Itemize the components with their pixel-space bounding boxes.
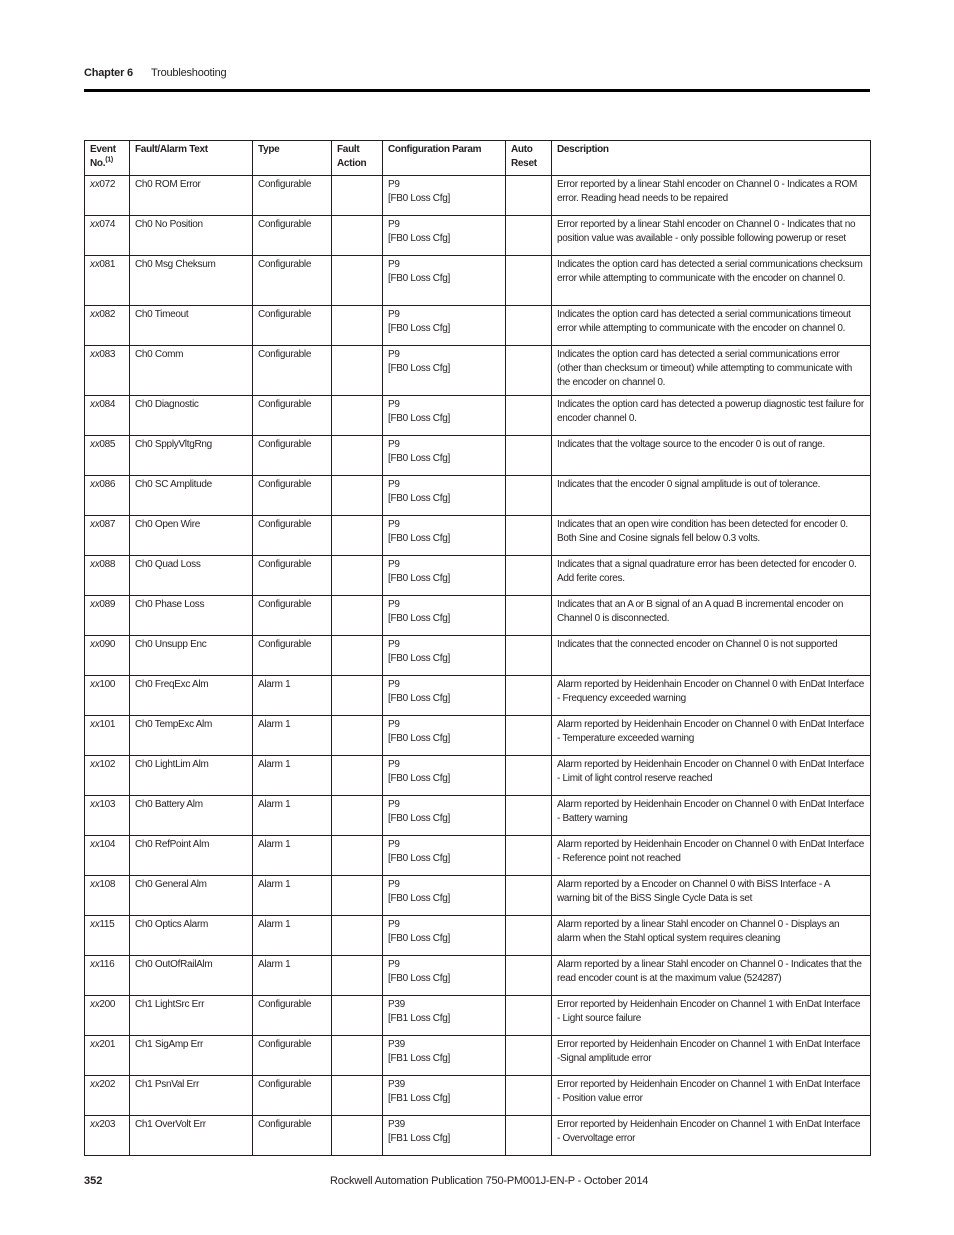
description-cell: Indicates the option card has detected a serial communications timeout error while attempting to communicate with the encoder on channel 0. [552,306,871,346]
fault-action-cell [332,676,383,716]
type-cell: Configurable [253,306,332,346]
fault-text-cell: Ch0 Quad Loss [130,556,253,596]
auto-reset-cell [506,436,552,476]
param-name: [FB0 Loss Cfg] [388,573,450,584]
event-cell: xx102 [85,756,130,796]
param-name: [FB0 Loss Cfg] [388,453,450,464]
table-row [85,306,871,346]
event-cell: xx074 [85,216,130,256]
param-number: P9 [388,479,400,490]
description-cell: Alarm reported by a linear Stahl encoder on Channel 0 - Indicates that the read encoder count is at the maximum value (524287) [552,956,871,996]
fault-text-cell: Ch0 Open Wire [130,516,253,556]
table-row [85,216,871,256]
table-row [85,996,871,1036]
fault-text-cell: Ch0 SC Amplitude [130,476,253,516]
param-name: [FB0 Loss Cfg] [388,973,450,984]
config-param-cell [383,216,506,256]
fault-action-cell [332,916,383,956]
description-cell: Indicates that the connected encoder on Channel 0 is not supported [552,636,871,676]
param-name: [FB0 Loss Cfg] [388,813,450,824]
fault-text-cell: Ch0 FreqExc Alm [130,676,253,716]
fault-action-cell [332,1076,383,1116]
config-param-cell [383,796,506,836]
event-cell: xx086 [85,476,130,516]
param-name: [FB1 Loss Cfg] [388,1093,450,1104]
param-number: P9 [388,879,400,890]
param-number: P39 [388,1039,405,1050]
col-header-action: Fault Action [332,141,383,176]
auto-reset-cell [506,1076,552,1116]
auto-reset-cell [506,996,552,1036]
fault-text-cell: Ch0 Diagnostic [130,396,253,436]
param-number: P9 [388,439,400,450]
fault-action-cell [332,176,383,216]
config-param-cell [383,556,506,596]
event-cell: xx081 [85,256,130,306]
param-name: [FB1 Loss Cfg] [388,1133,450,1144]
description-cell: Indicates that an A or B signal of an A quad B incremental encoder on Channel 0 is disconnected. [552,596,871,636]
description-cell: Error reported by Heidenhain Encoder on Channel 1 with EnDat Interface - Light source failure [552,996,871,1036]
table-row [85,516,871,556]
param-name: [FB0 Loss Cfg] [388,273,450,284]
description-cell: Indicates that a signal quadrature error has been detected for encoder 0. Add ferite cores. [552,556,871,596]
param-name: [FB0 Loss Cfg] [388,233,450,244]
auto-reset-cell [506,756,552,796]
param-number: P9 [388,839,400,850]
fault-text-cell: Ch0 Optics Alarm [130,916,253,956]
fault-action-cell [332,216,383,256]
param-number: P9 [388,719,400,730]
page-number: 352 [84,1175,103,1187]
param-number: P9 [388,559,400,570]
table-row [85,756,871,796]
config-param-cell [383,716,506,756]
event-cell: xx085 [85,436,130,476]
type-cell: Alarm 1 [253,756,332,796]
param-number: P9 [388,179,400,190]
param-number: P9 [388,259,400,270]
table-row [85,876,871,916]
description-cell: Alarm reported by Heidenhain Encoder on Channel 0 with EnDat Interface - Temperature exceeded warning [552,716,871,756]
event-cell: xx072 [85,176,130,216]
description-cell: Error reported by Heidenhain Encoder on Channel 1 with EnDat Interface - Position value error [552,1076,871,1116]
type-cell: Alarm 1 [253,956,332,996]
fault-text-cell: Ch0 Battery Alm [130,796,253,836]
event-cell: xx089 [85,596,130,636]
auto-reset-cell [506,956,552,996]
fault-action-cell [332,876,383,916]
fault-action-cell [332,836,383,876]
section-label: Troubleshooting [151,67,227,79]
type-cell: Configurable [253,636,332,676]
auto-reset-cell [506,676,552,716]
auto-reset-cell [506,596,552,636]
config-param-cell [383,476,506,516]
type-cell: Configurable [253,556,332,596]
type-cell: Alarm 1 [253,876,332,916]
param-name: [FB0 Loss Cfg] [388,533,450,544]
auto-reset-cell [506,796,552,836]
fault-text-cell: Ch0 LightLim Alm [130,756,253,796]
param-number: P9 [388,639,400,650]
param-name: [FB0 Loss Cfg] [388,933,450,944]
type-cell: Configurable [253,596,332,636]
footnote-mark: (1) [105,156,113,164]
param-number: P9 [388,959,400,970]
description-cell: Error reported by a linear Stahl encoder on Channel 0 - Indicates a ROM error. Reading head needs to be repaired [552,176,871,216]
event-cell: xx108 [85,876,130,916]
param-name: [FB0 Loss Cfg] [388,693,450,704]
param-name: [FB1 Loss Cfg] [388,1013,450,1024]
param-name: [FB0 Loss Cfg] [388,363,450,374]
config-param-cell [383,1036,506,1076]
config-param-cell [383,756,506,796]
table-row [85,636,871,676]
fault-text-cell: Ch0 Phase Loss [130,596,253,636]
type-cell: Configurable [253,396,332,436]
event-cell: xx090 [85,636,130,676]
param-name: [FB0 Loss Cfg] [388,653,450,664]
description-cell: Error reported by a linear Stahl encoder on Channel 0 - Indicates that no position value was available - only possible following powerup or reset [552,216,871,256]
event-cell: xx202 [85,1076,130,1116]
table-row [85,256,871,306]
config-param-cell [383,636,506,676]
param-name: [FB0 Loss Cfg] [388,773,450,784]
fault-text-cell: Ch1 LightSrc Err [130,996,253,1036]
auto-reset-cell [506,176,552,216]
publication-info: Rockwell Automation Publication 750-PM001J-EN-P - October 2014 [330,1175,649,1187]
config-param-cell [383,396,506,436]
table-row [85,176,871,216]
table-row [85,396,871,436]
fault-text-cell: Ch0 SpplyVltgRng [130,436,253,476]
fault-action-cell [332,1116,383,1156]
type-cell: Alarm 1 [253,796,332,836]
fault-text-cell: Ch0 General Alm [130,876,253,916]
table-row [85,476,871,516]
param-number: P9 [388,219,400,230]
param-name: [FB0 Loss Cfg] [388,493,450,504]
auto-reset-cell [506,876,552,916]
table-row [85,796,871,836]
param-number: P9 [388,399,400,410]
fault-text-cell: Ch0 OutOfRailAlm [130,956,253,996]
table-row [85,596,871,636]
param-name: [FB0 Loss Cfg] [388,853,450,864]
table-row [85,346,871,396]
config-param-cell [383,596,506,636]
fault-text-cell: Ch0 Comm [130,346,253,396]
type-cell: Alarm 1 [253,716,332,756]
param-number: P9 [388,309,400,320]
config-param-cell [383,256,506,306]
fault-action-cell [332,756,383,796]
param-number: P9 [388,919,400,930]
description-cell: Error reported by Heidenhain Encoder on Channel 1 with EnDat Interface - Overvoltage error [552,1116,871,1156]
config-param-cell [383,176,506,216]
table-row [85,716,871,756]
fault-action-cell [332,256,383,306]
auto-reset-cell [506,346,552,396]
auto-reset-cell [506,216,552,256]
type-cell: Configurable [253,996,332,1036]
param-name: [FB0 Loss Cfg] [388,413,450,424]
event-cell: xx084 [85,396,130,436]
description-cell: Indicates that an open wire condition has been detected for encoder 0. Both Sine and Cosine signals fell below 0.3 volts. [552,516,871,556]
table-row [85,836,871,876]
config-param-cell [383,346,506,396]
type-cell: Alarm 1 [253,676,332,716]
auto-reset-cell [506,836,552,876]
auto-reset-cell [506,1116,552,1156]
event-cell: xx116 [85,956,130,996]
table-row [85,556,871,596]
config-param-cell [383,876,506,916]
table-row [85,956,871,996]
fault-action-cell [332,1036,383,1076]
param-number: P39 [388,1119,405,1130]
description-cell: Alarm reported by a Encoder on Channel 0 with BiSS Interface - A warning bit of the BiSS Single Cycle Data is set [552,876,871,916]
config-param-cell [383,676,506,716]
page-header [84,67,870,91]
table-row [85,1116,871,1156]
description-cell: Alarm reported by Heidenhain Encoder on Channel 0 with EnDat Interface - Reference point not reached [552,836,871,876]
type-cell: Configurable [253,1076,332,1116]
fault-action-cell [332,436,383,476]
fault-text-cell: Ch0 Unsupp Enc [130,636,253,676]
param-number: P9 [388,519,400,530]
description-cell: Alarm reported by a linear Stahl encoder on Channel 0 - Displays an alarm when the Stahl optical system requires cleaning [552,916,871,956]
fault-text-cell: Ch0 ROM Error [130,176,253,216]
config-param-cell [383,956,506,996]
event-cell: xx201 [85,1036,130,1076]
fault-action-cell [332,346,383,396]
type-cell: Configurable [253,256,332,306]
fault-text-cell: Ch0 RefPoint Alm [130,836,253,876]
event-cell: xx087 [85,516,130,556]
fault-action-cell [332,556,383,596]
auto-reset-cell [506,256,552,306]
event-cell: xx100 [85,676,130,716]
table-row [85,916,871,956]
type-cell: Configurable [253,516,332,556]
param-name: [FB0 Loss Cfg] [388,323,450,334]
param-name: [FB0 Loss Cfg] [388,733,450,744]
fault-action-cell [332,516,383,556]
config-param-cell [383,436,506,476]
param-number: P39 [388,999,405,1010]
auto-reset-cell [506,716,552,756]
chapter-label: Chapter 6 [84,67,133,79]
param-name: [FB0 Loss Cfg] [388,613,450,624]
description-cell: Indicates that the voltage source to the encoder 0 is out of range. [552,436,871,476]
type-cell: Configurable [253,346,332,396]
col-header-event: Event No.$^{(1)}$ [85,141,130,176]
config-param-cell [383,516,506,556]
type-cell: Configurable [253,216,332,256]
description-cell: Alarm reported by Heidenhain Encoder on Channel 0 with EnDat Interface - Battery warning [552,796,871,836]
param-number: P9 [388,679,400,690]
description-cell: Alarm reported by Heidenhain Encoder on Channel 0 with EnDat Interface - Limit of light control reserve reached [552,756,871,796]
fault-action-cell [332,306,383,346]
event-cell: xx103 [85,796,130,836]
event-cell: xx203 [85,1116,130,1156]
type-cell: Configurable [253,176,332,216]
event-cell: xx101 [85,716,130,756]
fault-text-cell: Ch1 PsnVal Err [130,1076,253,1116]
fault-action-cell [332,996,383,1036]
description-cell: Indicates the option card has detected a serial communications checksum error while attempting to communicate with the encoder on channel 0. [552,256,871,306]
config-param-cell [383,836,506,876]
param-name: [FB0 Loss Cfg] [388,193,450,204]
description-cell: Indicates the option card has detected a serial communications error (other than checksum or timeout) while attempting to communicate with the encoder on channel 0. [552,346,871,396]
param-number: P9 [388,759,400,770]
event-table [84,140,871,1156]
param-number: P39 [388,1079,405,1090]
description-cell: Alarm reported by Heidenhain Encoder on Channel 0 with EnDat Interface - Frequency exceeded warning [552,676,871,716]
event-cell: xx088 [85,556,130,596]
param-number: P9 [388,799,400,810]
auto-reset-cell [506,476,552,516]
fault-text-cell: Ch0 Msg Cheksum [130,256,253,306]
table-row [85,1036,871,1076]
header-rule [84,89,870,92]
fault-text-cell: Ch0 TempExc Alm [130,716,253,756]
param-number: P9 [388,599,400,610]
description-cell: Indicates that the encoder 0 signal amplitude is out of tolerance. [552,476,871,516]
table-row [85,1076,871,1116]
fault-action-cell [332,396,383,436]
fault-text-cell: Ch0 No Position [130,216,253,256]
type-cell: Alarm 1 [253,836,332,876]
param-number: P9 [388,349,400,360]
config-param-cell [383,1076,506,1116]
event-cell: xx083 [85,346,130,396]
auto-reset-cell [506,306,552,346]
description-cell: Indicates the option card has detected a powerup diagnostic test failure for encoder channel 0. [552,396,871,436]
col-header-type: Type [253,141,332,176]
type-cell: Alarm 1 [253,916,332,956]
table-row [85,676,871,716]
fault-text-cell: Ch0 Timeout [130,306,253,346]
fault-action-cell [332,956,383,996]
type-cell: Configurable [253,436,332,476]
event-cell: xx200 [85,996,130,1036]
fault-action-cell [332,476,383,516]
fault-action-cell [332,716,383,756]
param-name: [FB0 Loss Cfg] [388,893,450,904]
type-cell: Configurable [253,1116,332,1156]
config-param-cell [383,916,506,956]
event-cell: xx104 [85,836,130,876]
config-param-cell [383,1116,506,1156]
event-cell: xx082 [85,306,130,346]
auto-reset-cell [506,516,552,556]
fault-text-cell: Ch1 SigAmp Err [130,1036,253,1076]
auto-reset-cell [506,916,552,956]
type-cell: Configurable [253,476,332,516]
type-cell: Configurable [253,1036,332,1076]
col-header-text: Fault/Alarm Text [130,141,253,176]
table-row [85,436,871,476]
param-name: [FB1 Loss Cfg] [388,1053,450,1064]
col-header-reset: Auto Reset [506,141,552,176]
fault-action-cell [332,596,383,636]
table-header-row [85,141,871,176]
col-header-desc: Description [552,141,871,176]
fault-action-cell [332,636,383,676]
config-param-cell [383,306,506,346]
auto-reset-cell [506,396,552,436]
event-cell: xx115 [85,916,130,956]
config-param-cell [383,996,506,1036]
fault-text-cell: Ch1 OverVolt Err [130,1116,253,1156]
auto-reset-cell [506,636,552,676]
description-cell: Error reported by Heidenhain Encoder on Channel 1 with EnDat Interface -Signal amplitude error [552,1036,871,1076]
col-header-param: Configuration Param [383,141,506,176]
auto-reset-cell [506,556,552,596]
fault-action-cell [332,796,383,836]
auto-reset-cell [506,1036,552,1076]
